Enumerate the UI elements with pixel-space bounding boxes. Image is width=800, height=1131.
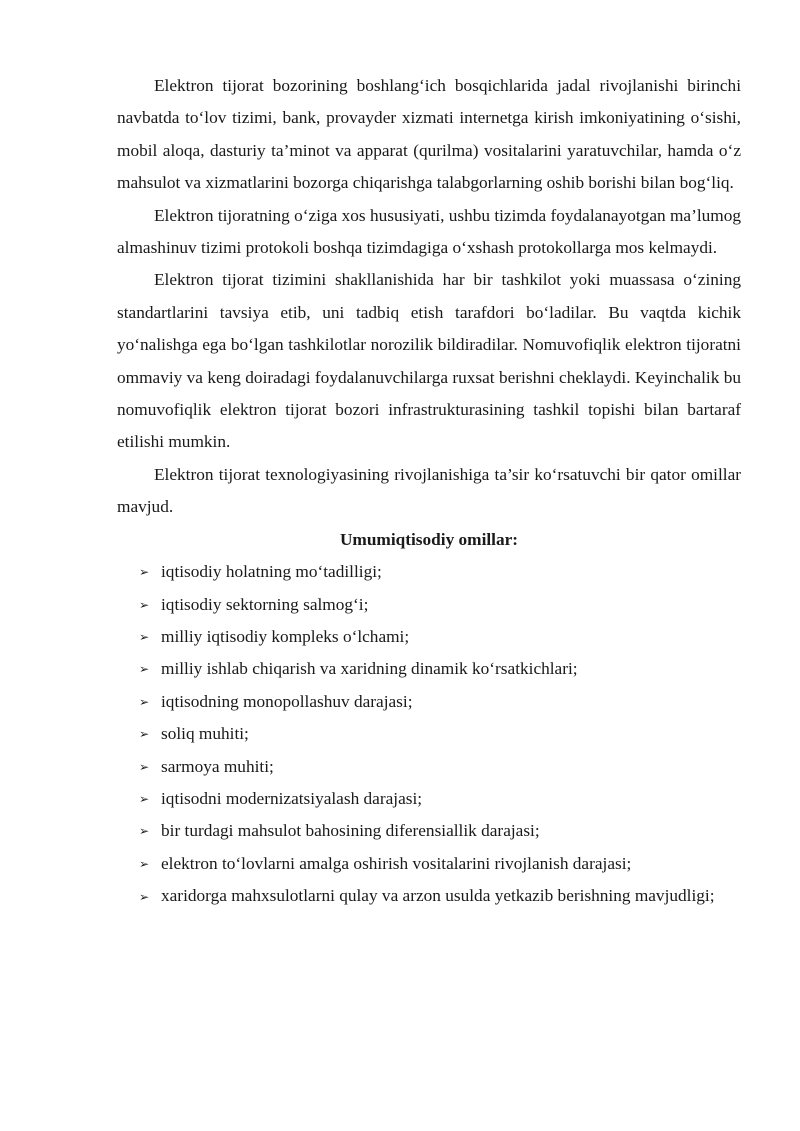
list-item-text: elektron to‘lovlarni amalga oshirish vositalarini rivojlanish darajasi; [161, 853, 632, 873]
list-item [117, 751, 741, 783]
list-item-text: iqtisodiy sektorning salmog‘i; [161, 594, 369, 614]
paragraph-3: Elektron tijorat tizimini shakllanishida har bir tashkilot yoki muassasa o‘zining standartlarini tavsiya etib, uni tadbiq etish tarafdori bo‘ladilar. Bu vaqtda kichik yo‘nalishga ega bo‘lgan tashkilotlar norozilik bildiradilar. Nomuvofiqlik elektron tijoratni ommaviy va keng doiradagi foydalanuvchilarga ruxsat berishni cheklaydi. Keyinchalik bu nomuvofiqlik elektron tijorat bozori infrastrukturasining tashkil topishi bilan bartaraf etilishi mumkin. [117, 270, 741, 452]
list-item-text: milliy ishlab chiqarish va xaridning dinamik ko‘rsatkichlari; [161, 659, 578, 679]
list-item [117, 880, 741, 913]
list-item [117, 815, 741, 847]
section-heading: Umumiqtisodiy omillar: [339, 529, 519, 549]
paragraph-1: Elektron tijorat bozorining boshlang‘ich bosqichlarida jadal rivojlanishi birinchi navbatda to‘lov tizimi, bank, provayder xizmati internetga kirish imkoniyatining o‘sishi, mobil aloqa, dasturiy ta’minot va apparat (qurilma) vositalarini yaratuvchilar, hamda o‘z mahsulot va xizmatlarini bozorga chiqarishga talabgorlarning oshib borishi bilan bog‘liq. [117, 76, 741, 193]
list-item [117, 589, 741, 621]
list-item-text: soliq muhiti; [161, 724, 249, 744]
arrow-bullet-icon: ➢ [139, 597, 150, 612]
list-item [117, 718, 741, 750]
list-item [117, 783, 741, 815]
arrow-bullet-icon: ➢ [139, 727, 150, 742]
document-page [117, 70, 741, 914]
arrow-bullet-icon: ➢ [139, 759, 150, 774]
arrow-bullet-icon: ➢ [139, 791, 150, 806]
paragraph-2: Elektron tijoratning o‘ziga xos hususiyati, ushbu tizimda foydalanayotgan ma’lumog almashinuv tizimi protokoli boshqa tizimdagiga o‘xshash protokollarga mos kelmaydi. [117, 205, 741, 258]
arrow-bullet-icon: ➢ [139, 890, 150, 905]
list-item-text: iqtisodni modernizatsiyalash darajasi; [161, 788, 423, 808]
factor-list [117, 556, 741, 913]
list-item [117, 686, 741, 718]
list-item [117, 621, 741, 653]
list-item [117, 653, 741, 685]
arrow-bullet-icon: ➢ [139, 629, 150, 644]
arrow-bullet-icon: ➢ [139, 662, 150, 677]
list-item-text: iqtisodiy holatning mo‘tadilligi; [161, 562, 382, 582]
arrow-bullet-icon: ➢ [139, 565, 150, 580]
list-item-text: sarmoya muhiti; [161, 756, 274, 776]
list-item-text: iqtisodning monopollashuv darajasi; [161, 691, 413, 711]
list-item-text: bir turdagi mahsulot bahosining diferensiallik darajasi; [161, 821, 540, 841]
arrow-bullet-icon: ➢ [139, 824, 150, 839]
list-item [117, 556, 741, 588]
list-item-text: xaridorga mahxsulotlarni qulay va arzon usulda yetkazib berishning mavjudligi; [161, 886, 715, 906]
list-item-text: milliy iqtisodiy kompleks o‘lchami; [161, 626, 410, 646]
paragraph-4: Elektron tijorat texnologiyasining rivojlanishiga ta’sir ko‘rsatuvchi bir qator omillar mavjud. [117, 464, 741, 517]
arrow-bullet-icon: ➢ [139, 856, 150, 871]
list-item [117, 848, 741, 880]
arrow-bullet-icon: ➢ [139, 694, 150, 709]
